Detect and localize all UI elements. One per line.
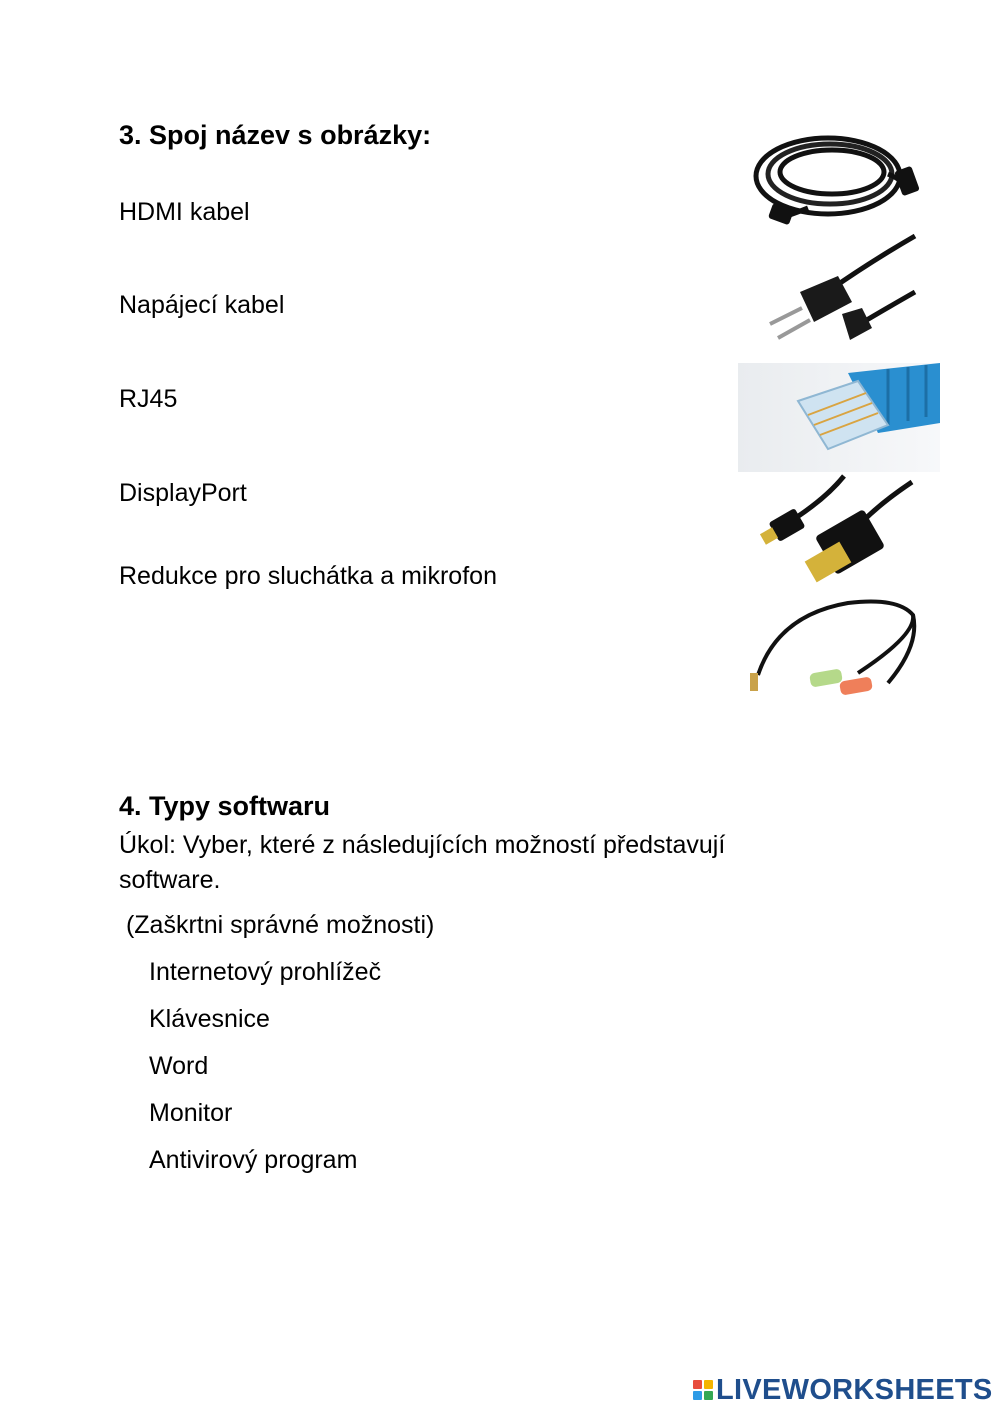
option-monitor[interactable]: Monitor: [149, 1099, 233, 1127]
task-hint: (Zaškrtni správné možnosti): [119, 911, 435, 939]
match-item-hdmi[interactable]: HDMI kabel: [119, 198, 250, 226]
hdmi-cable-icon[interactable]: [748, 128, 928, 230]
logo-grid-icon: [693, 1380, 713, 1400]
option-internet-browser[interactable]: Internetový prohlížeč: [149, 958, 382, 986]
power-cable-icon[interactable]: [760, 232, 920, 350]
audio-splitter-icon[interactable]: [748, 595, 920, 695]
brand-text: LIVEWORKSHEETS: [716, 1373, 993, 1406]
task-line-1: Úkol: Vyber, které z následujících možností představují: [119, 831, 726, 859]
task-line-2: software.: [119, 866, 221, 894]
liveworksheets-logo: [693, 1374, 993, 1406]
option-antivirus[interactable]: Antivirový program: [149, 1146, 358, 1174]
section3-heading: 3. Spoj název s obrázky:: [119, 120, 432, 150]
match-item-displayport[interactable]: DisplayPort: [119, 479, 247, 507]
match-item-power[interactable]: Napájecí kabel: [119, 291, 285, 319]
rj45-connector-icon[interactable]: [738, 363, 940, 472]
match-item-audio[interactable]: Redukce pro sluchátka a mikrofon: [119, 562, 497, 590]
option-word[interactable]: Word: [149, 1052, 209, 1080]
match-item-rj45[interactable]: RJ45: [119, 385, 178, 413]
option-keyboard[interactable]: Klávesnice: [149, 1005, 270, 1033]
displayport-cable-icon[interactable]: [752, 472, 917, 590]
section4-heading: 4. Typy softwaru: [119, 791, 331, 821]
